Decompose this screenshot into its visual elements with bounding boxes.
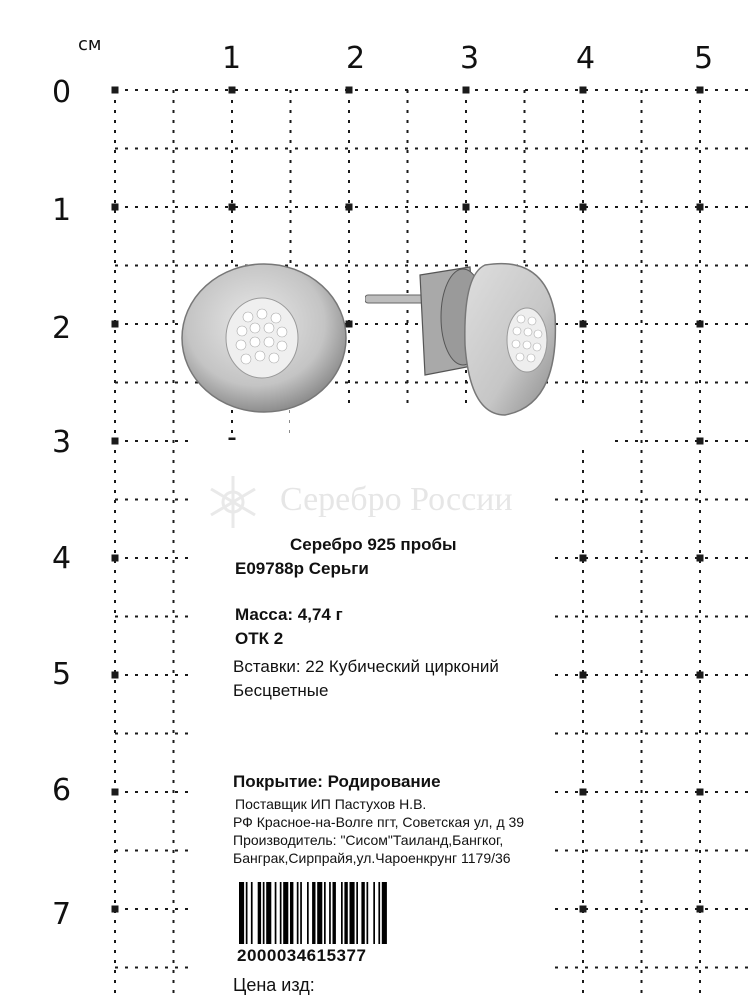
grid-major-dot xyxy=(580,672,587,679)
grid-major-dot xyxy=(697,672,704,679)
barcode-number: 2000034615377 xyxy=(237,946,367,965)
snowflake-logo-icon xyxy=(203,472,263,532)
barcode-bar xyxy=(307,882,309,944)
ruler-left-6: 6 xyxy=(52,773,72,808)
grid-major-dot xyxy=(229,87,236,94)
barcode-bar xyxy=(329,882,331,944)
barcode-bar xyxy=(324,882,326,944)
ruler-left-7: 7 xyxy=(52,897,72,932)
grid-major-dot xyxy=(112,789,119,796)
grid-major-dot xyxy=(697,789,704,796)
grid-major-dot xyxy=(580,321,587,328)
grid-major-dot xyxy=(229,204,236,211)
label-line1: Серебро 925 пробы xyxy=(290,535,457,554)
grid-major-dot xyxy=(697,87,704,94)
barcode-bar xyxy=(341,882,343,944)
barcode-bar xyxy=(280,882,282,944)
barcode-bar xyxy=(263,882,265,944)
barcode-bar xyxy=(382,882,387,944)
ruler-top-5: 5 xyxy=(694,41,714,76)
grid-major-dot xyxy=(346,87,353,94)
earring-front xyxy=(178,262,353,422)
barcode-bar xyxy=(350,882,355,944)
unit-label: см xyxy=(78,34,102,55)
ruler-left-3: 3 xyxy=(52,425,72,460)
barcode-bar xyxy=(275,882,277,944)
barcode-bar xyxy=(317,882,322,944)
label-line2: Е09788р Серьги xyxy=(235,559,369,578)
label-inserts-2: Бесцветные xyxy=(233,681,329,700)
ruler-left-1: 1 xyxy=(52,193,72,228)
barcode-bar xyxy=(246,882,248,944)
grid-major-dot xyxy=(112,672,119,679)
label-supplier: Поставщик ИП Пастухов Н.В. xyxy=(235,796,427,812)
grid-major-dot xyxy=(346,204,353,211)
grid-major-dot xyxy=(580,555,587,562)
grid-major-dot xyxy=(112,321,119,328)
grid-major-dot xyxy=(463,87,470,94)
barcode-bar xyxy=(266,882,271,944)
barcode-bar xyxy=(367,882,369,944)
grid-major-dot xyxy=(580,906,587,913)
grid-major-dot xyxy=(463,204,470,211)
barcode-bar xyxy=(258,882,261,944)
ruler-top-1: 1 xyxy=(222,41,242,76)
barcode-bar xyxy=(344,882,347,944)
label-manufacturer-address: Банграк,Сирпрайя,ул.Чароенкрунг 1179/36 xyxy=(233,850,511,866)
grid-major-dot xyxy=(112,204,119,211)
barcode-bar xyxy=(361,882,364,944)
barcode-bar xyxy=(251,882,253,944)
barcode-bar xyxy=(312,882,315,944)
label-coating: Покрытие: Родирование xyxy=(233,772,441,791)
ruler-top-3: 3 xyxy=(460,41,480,76)
barcode xyxy=(235,880,515,946)
label-price: Цена изд: xyxy=(233,975,315,995)
grid-major-dot xyxy=(697,204,704,211)
ruler-top-2: 2 xyxy=(346,41,366,76)
grid-major-dot xyxy=(112,438,119,445)
barcode-bar xyxy=(356,882,358,944)
barcode-bar xyxy=(290,882,293,944)
grid-major-dot xyxy=(697,438,704,445)
barcode-bar xyxy=(373,882,375,944)
label-mass: Масса: 4,74 г xyxy=(235,605,343,624)
grid-major-dot xyxy=(697,555,704,562)
grid-major-dot xyxy=(112,555,119,562)
watermark xyxy=(195,470,555,530)
ruler-top-4: 4 xyxy=(576,41,596,76)
ruler-left-4: 4 xyxy=(52,541,72,576)
ruler-left-0: 0 xyxy=(52,75,72,110)
barcode-bar xyxy=(378,882,380,944)
grid-major-dot xyxy=(580,87,587,94)
grid-major-dot xyxy=(697,321,704,328)
barcode-bar xyxy=(300,882,302,944)
label-inserts: Вставки: 22 Кубический цирконий xyxy=(233,657,499,676)
barcode-bar xyxy=(283,882,288,944)
grid-major-dot xyxy=(112,906,119,913)
earring-side xyxy=(365,255,565,425)
grid-major-dot xyxy=(580,204,587,211)
watermark-text: Серебро России xyxy=(280,481,513,518)
ruler-left-2: 2 xyxy=(52,311,72,346)
grid-major-dot xyxy=(580,789,587,796)
label-manufacturer: Производитель: "Сисом"Таиланд,Бангког, xyxy=(233,832,504,848)
barcode-bar xyxy=(297,882,299,944)
barcode-bar xyxy=(239,882,244,944)
barcode-bar xyxy=(333,882,336,944)
grid-major-dot xyxy=(697,906,704,913)
grid-major-dot xyxy=(112,87,119,94)
label-otk: ОТК 2 xyxy=(235,629,284,648)
ruler-left-5: 5 xyxy=(52,657,72,692)
label-supplier-address: РФ Красное-на-Волге пгт, Советская ул, д 39 xyxy=(233,814,525,830)
